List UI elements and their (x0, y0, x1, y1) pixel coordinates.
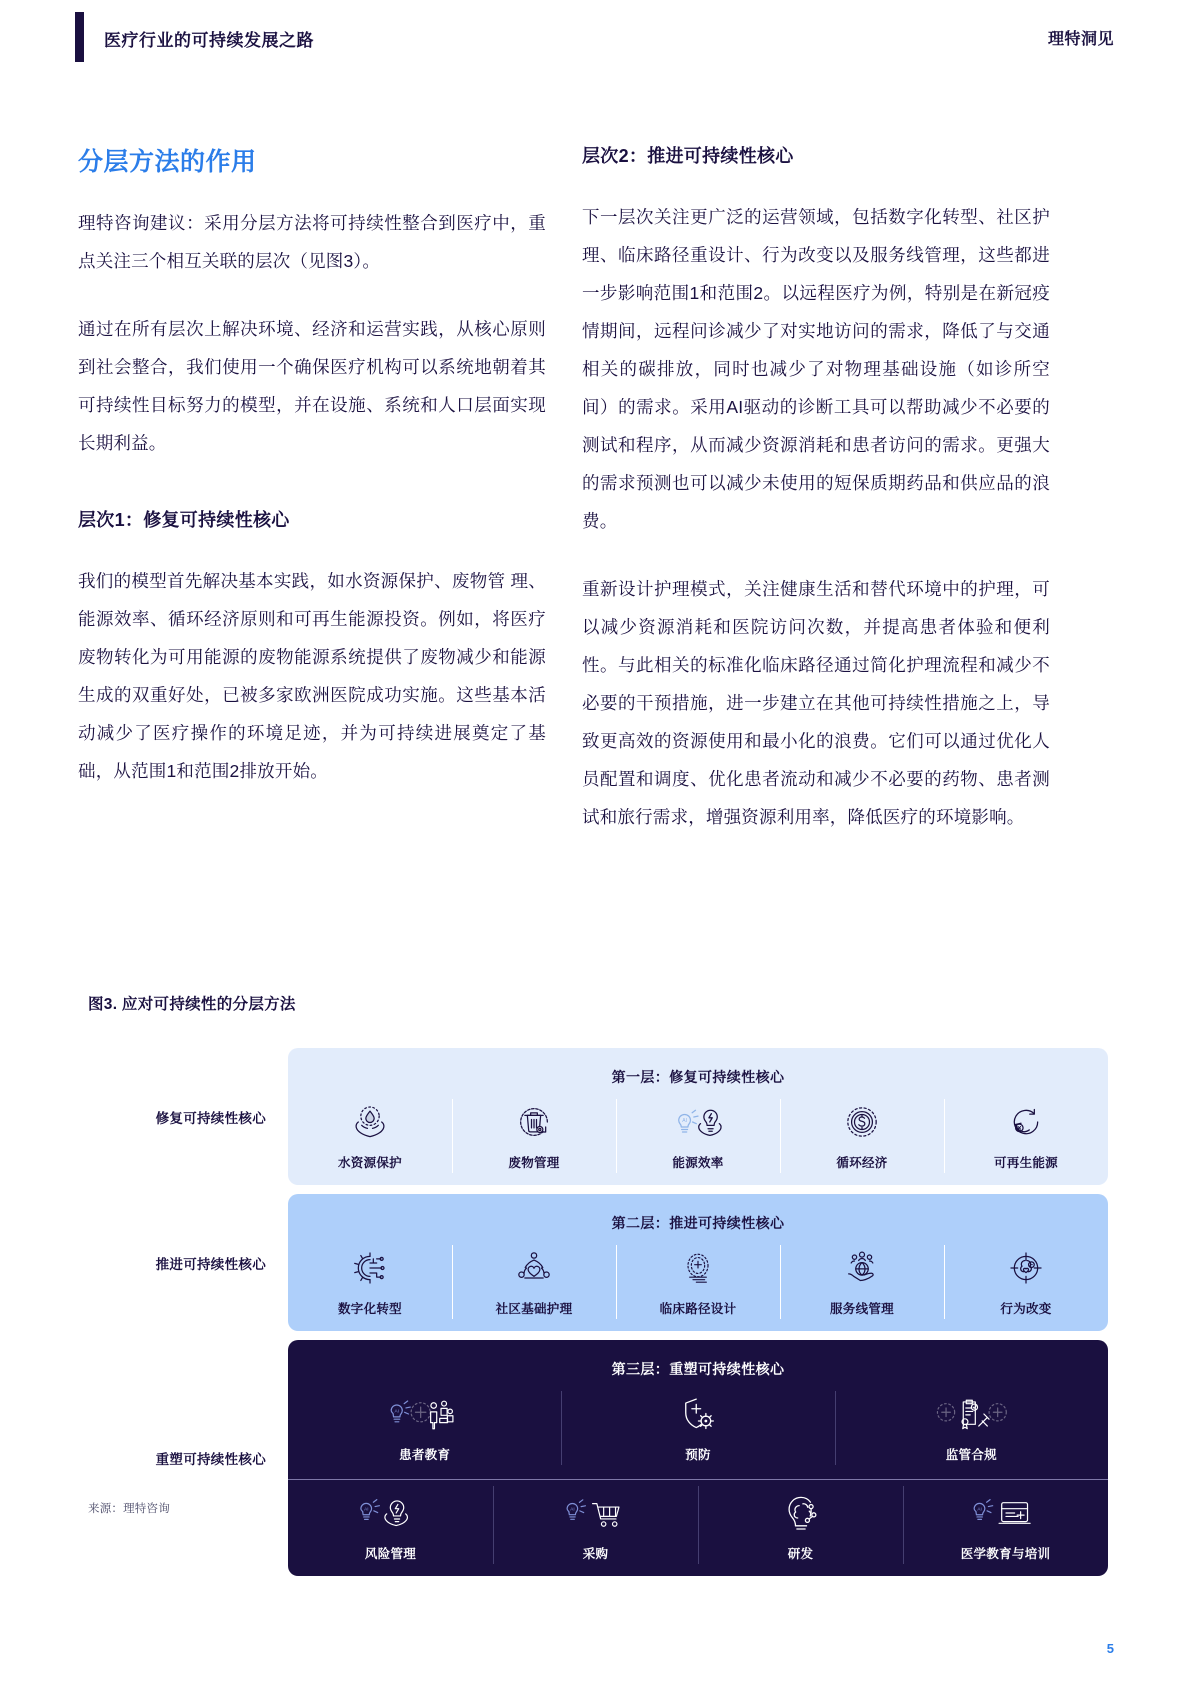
figure-band-row-1 (88, 1048, 1108, 1185)
digital-gear-circuit-icon (350, 1245, 390, 1291)
band-row-label-2: 推进可持续性核心 (155, 1256, 266, 1272)
paragraph-left-3: 我们的模型首先解决基本实践，如水资源保护、废物管 理、能源效率、循环经济原则和可再生能源投资。例如，将医疗废物转化为可用能源的废物能源系统提供了废物减少和能源生成的双重好处，已被多家欧洲医院成功实施。这些基本活动减少了医疗操作的环境足迹，并为可持续进展奠定了基础，从范围1和范围2排放开始。 (78, 571, 546, 781)
page-header (0, 0, 1189, 72)
svg-text:AI: AI (363, 1506, 368, 1512)
cell-label: 预防 (685, 1448, 711, 1462)
service-line-globe-icon (841, 1245, 883, 1291)
paragraph-right-1: 下一层次关注更广泛的运营领域，包括数字化转型、社区护理、临床路径重设计、行为改变以及服务线管理，这些都进一步影响范围1和范围2。以远程医疗为例，特别是在新冠疫情期间，远程问诊减少了对实地访问的需求，降低了与交通相关的碳排放，同时也减少了对物理基础设施（如诊所空间）的需求。采用AI驱动的诊断工具可以帮助减少不必要的测试和程序，从而减少资源消耗和患者访问的需求。更强大的需求预测也可以减少未使用的短保质期药品和供应品的浪费。 (582, 207, 1050, 531)
band-3-cells-row-2 (288, 1480, 1108, 1576)
cell-label: 服务线管理 (829, 1302, 894, 1316)
figure-cell[interactable] (288, 1239, 452, 1331)
community-care-heart-icon (513, 1245, 555, 1291)
risk-management-icon (354, 1490, 428, 1536)
cell-label: 患者教育 (399, 1448, 451, 1462)
cell-label: 社区基础护理 (495, 1302, 573, 1316)
energy-bulb-hands-icon (667, 1099, 729, 1145)
band-tier-1 (288, 1048, 1108, 1185)
cell-label: 数字化转型 (337, 1302, 402, 1316)
svg-text:AI: AI (569, 1506, 575, 1512)
figure-cell[interactable] (452, 1239, 616, 1331)
left-column (78, 142, 546, 790)
band-3-cells-row-1 (288, 1385, 1108, 1480)
figure-band-row-2 (88, 1194, 1108, 1331)
band-1-cells (288, 1093, 1108, 1185)
header-title: 医疗行业的可持续发展之路 (104, 31, 314, 50)
figure-cell[interactable] (561, 1385, 834, 1477)
cell-label: 行为改变 (1000, 1302, 1052, 1316)
waste-bin-recycle-icon (514, 1099, 554, 1145)
svg-text:AI: AI (682, 1118, 687, 1124)
header-accent-bar (75, 12, 84, 62)
right-column (582, 142, 1050, 836)
cell-label: 医学教育与培训 (960, 1547, 1051, 1561)
paragraph-right-2: 重新设计护理模式，关注健康生活和替代环境中的护理，可以减少资源消耗和医院访问次数，并提高患者体验和便利性。与此相关的标准化临床路径通过简化护理流程和减少不必要的干预措施，进一步建立在其他可持续性措施之上，导致更高效的资源使用和最小化的浪费。它们可以通过优化人员配置和调度、优化患者流动和减少不必要的药物、患者测试和旅行需求，增强资源利用率，降低医疗的环境影响。 (582, 579, 1050, 827)
figure-cell[interactable] (616, 1239, 780, 1331)
paragraph-left-1: 理特咨询建议：采用分层方法将可持续性整合到医疗中，重点关注三个相互关联的层次（见图3）。 (78, 213, 546, 271)
renewable-energy-icon (1006, 1099, 1046, 1145)
behavior-change-brain-icon (1006, 1245, 1046, 1291)
page-number: 5 (1106, 1641, 1114, 1656)
cell-label: 水资源保护 (337, 1156, 402, 1170)
figure-cell[interactable] (903, 1480, 1108, 1576)
figure-body (88, 1048, 1108, 1576)
figure-cell[interactable] (288, 1480, 493, 1576)
svg-text:AI: AI (976, 1506, 982, 1512)
header-brand-label: 理特洞见 (1047, 31, 1114, 48)
patient-education-icon (386, 1391, 464, 1437)
research-development-icon (779, 1490, 823, 1536)
band-title-2: 第二层：推进可持续性核心 (611, 1215, 785, 1231)
prevention-shield-icon (677, 1391, 719, 1437)
figure-band-row-3 (88, 1340, 1108, 1576)
cell-label: 研发 (787, 1547, 814, 1561)
clinical-pathway-icon (678, 1245, 718, 1291)
band-2-cells (288, 1239, 1108, 1331)
cell-label: 风险管理 (364, 1547, 417, 1561)
band-title-3: 第三层：重塑可持续性核心 (611, 1361, 785, 1377)
cell-label: 可再生能源 (993, 1156, 1058, 1170)
cell-label: 临床路径设计 (659, 1302, 737, 1316)
circular-economy-dollar-icon (842, 1099, 882, 1145)
figure-cell[interactable] (452, 1093, 616, 1185)
figure-cell[interactable] (944, 1239, 1108, 1331)
figure-cell[interactable] (616, 1093, 780, 1185)
subheading-tier-1: 层次1：修复可持续性核心 (78, 510, 290, 530)
figure-caption: 图3. 应对可持续性的分层方法 (88, 996, 296, 1013)
figure-cell[interactable] (780, 1093, 944, 1185)
cell-label: 废物管理 (508, 1156, 560, 1170)
cell-label: 监管合规 (945, 1448, 997, 1462)
subheading-tier-2: 层次2：推进可持续性核心 (582, 146, 794, 166)
svg-text:AI: AI (394, 1409, 399, 1415)
band-row-label-1: 修复可持续性核心 (155, 1110, 266, 1126)
figure-cell[interactable] (780, 1239, 944, 1331)
figure-cell[interactable] (698, 1480, 903, 1576)
cell-label: 能源效率 (672, 1156, 724, 1170)
cell-label: 循环经济 (836, 1156, 888, 1170)
figure-cell[interactable] (944, 1093, 1108, 1185)
water-hands-icon (350, 1099, 390, 1145)
figure-cell[interactable] (835, 1385, 1108, 1477)
figure-cell[interactable] (493, 1480, 698, 1576)
figure-cell[interactable] (288, 1093, 452, 1185)
regulatory-compliance-icon (934, 1391, 1008, 1437)
cell-label: 采购 (582, 1547, 609, 1561)
band-title-1: 第一层：修复可持续性核心 (611, 1069, 785, 1085)
procurement-cart-icon (562, 1490, 630, 1536)
band-tier-3 (288, 1340, 1108, 1576)
band-row-label-3: 重塑可持续性核心 (155, 1452, 266, 1467)
paragraph-left-2: 通过在所有层次上解决环境、经济和运营实践，从核心原则到社会整合，我们使用一个确保医疗机构可以系统地朝着其可持续性目标努力的模型，并在设施、系统和人口层面实现长期利益。 (78, 319, 546, 453)
figure-source-note: 来源：理特咨询 (88, 1503, 170, 1515)
figure-3 (88, 992, 1108, 1576)
band-tier-2 (288, 1194, 1108, 1331)
figure-cell[interactable] (288, 1385, 561, 1477)
section-heading: 分层方法的作用 (78, 148, 257, 176)
medical-education-icon (969, 1490, 1043, 1536)
